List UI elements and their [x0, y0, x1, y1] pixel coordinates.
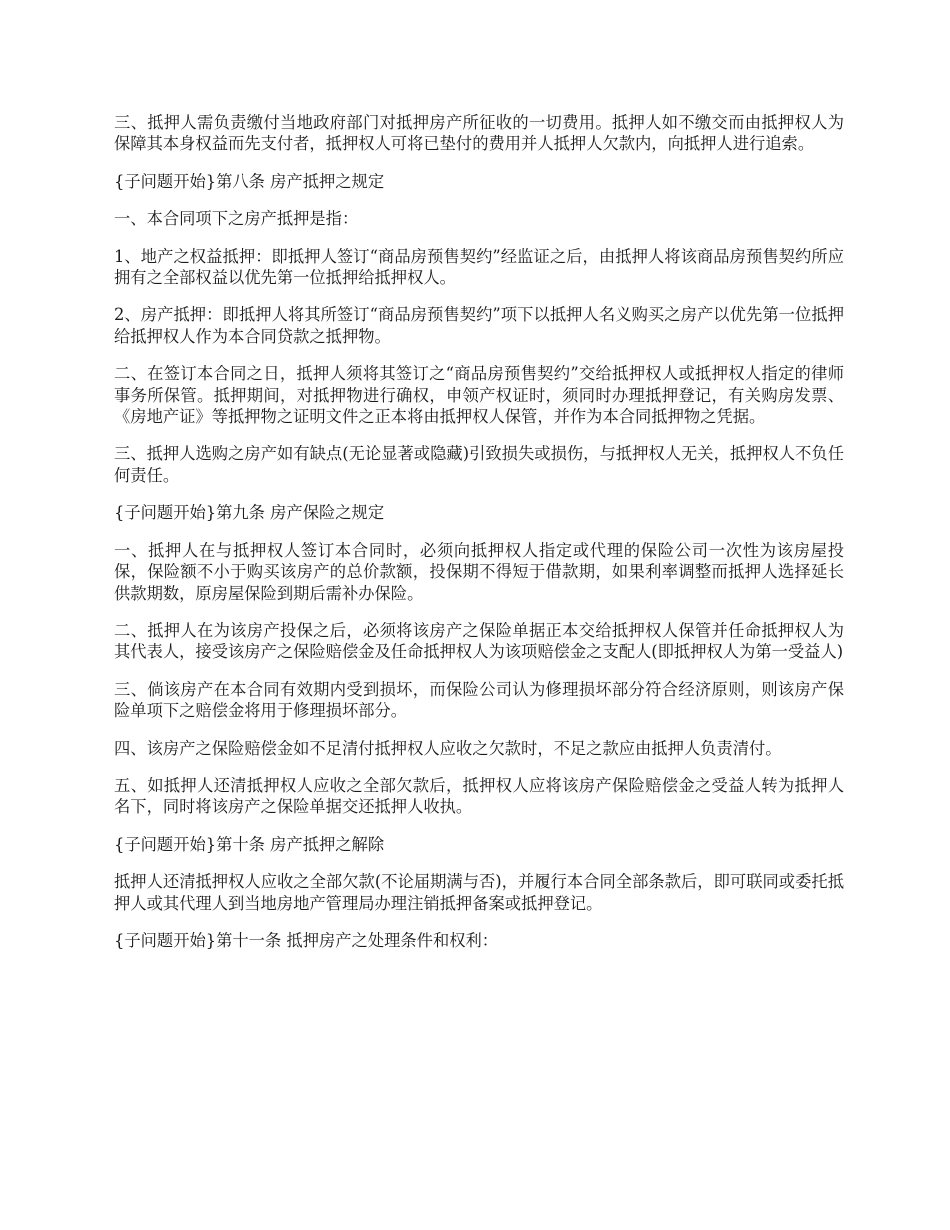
paragraph-article-8-clause-2: 二、在签订本合同之日，抵押人须将其签订之“商品房预售契约”交给抵押权人或抵押权人指定的律师事务所保管。抵押期间，对抵押物进行确权，申领产权证时，须同时办理抵押登记，有关购房发票、《房地产证》等抵押物之证明文件之正本将由抵押权人保管，并作为本合同抵押物之凭据。 [114, 364, 844, 427]
heading-article-9: {子问题开始}第九条 房产保险之规定 [114, 503, 385, 523]
paragraph-article-10-body: 抵押人还清抵押权人应收之全部欠款(不论届期满与否)，并履行本合同全部条款后，即可联同或委托抵押人或其代理人到当地房地产管理局办理注销抵押备案或抵押登记。 [114, 872, 844, 913]
paragraph-article-9-clause-2: 二、抵押人在为该房产投保之后，必须将该房产之保险单据正本交给抵押权人保管并任命抵押权人为其代表人，接受该房产之保险赔偿金及任命抵押权人为该项赔偿金之支配人(即抵押权人为第一受益人) [114, 620, 844, 662]
paragraph-article-9-clause-5: 五、如抵押人还清抵押权人应收之全部欠款后，抵押权人应将该房产保险赔偿金之受益人转为抵押人名下，同时将该房产之保险单据交还抵押人收执。 [114, 775, 844, 817]
paragraph-article-8-intro: 一、本合同项下之房产抵押是指： [114, 209, 359, 229]
heading-article-8: {子问题开始}第八条 房产抵押之规定 [114, 171, 385, 191]
paragraph-clause-3-fees: 三、抵押人需负责缴付当地政府部门对抵押房产所征收的一切费用。抵押人如不缴交而由抵押权人为保障其本身权益而先支付者，抵押权人可将已垫付的费用并人抵押人欠款内，向抵押人进行追索。 [114, 113, 844, 154]
paragraph-article-9-clause-4: 四、该房产之保险赔偿金如不足清付抵押权人应收之欠款时，不足之款应由抵押人负责清付。 [114, 738, 782, 758]
paragraph-article-8-item-1: 1、地产之权益抵押：即抵押人签订“商品房预售契约”经监证之后，由抵押人将该商品房预售契约所应拥有之全部权益以优先第一位抵押给抵押权人。 [114, 246, 844, 288]
paragraph-article-9-clause-1: 一、抵押人在与抵押权人签订本合同时，必须向抵押权人指定或代理的保险公司一次性为该房屋投保，保险额不小于购买该房产的总价款额，投保期不得短于借款期，如果利率调整而抵押人选择延长供款期数，原房屋保险到期后需补办保险。 [114, 540, 844, 603]
paragraph-article-8-item-2: 2、房产抵押：即抵押人将其所签订“商品房预售契约”项下以抵押人名义购买之房产以优先第一位抵押给抵押权人作为本合同贷款之抵押物。 [114, 305, 844, 346]
paragraph-article-8-clause-3: 三、抵押人选购之房产如有缺点(无论显著或隐藏)引致损失或损伤，与抵押权人无关，抵押权人不负任何责任。 [114, 444, 844, 485]
heading-article-10: {子问题开始}第十条 房产抵押之解除 [114, 834, 385, 854]
document-body [114, 112, 844, 967]
paragraph-article-9-clause-3: 三、倘该房产在本合同有效期内受到损坏，而保险公司认为修理损坏部分符合经济原则，则该房产保险单项下之赔偿金将用于修理损坏部分。 [114, 679, 844, 721]
heading-article-11: {子问题开始}第十一条 抵押房产之处理条件和权利： [114, 930, 499, 950]
